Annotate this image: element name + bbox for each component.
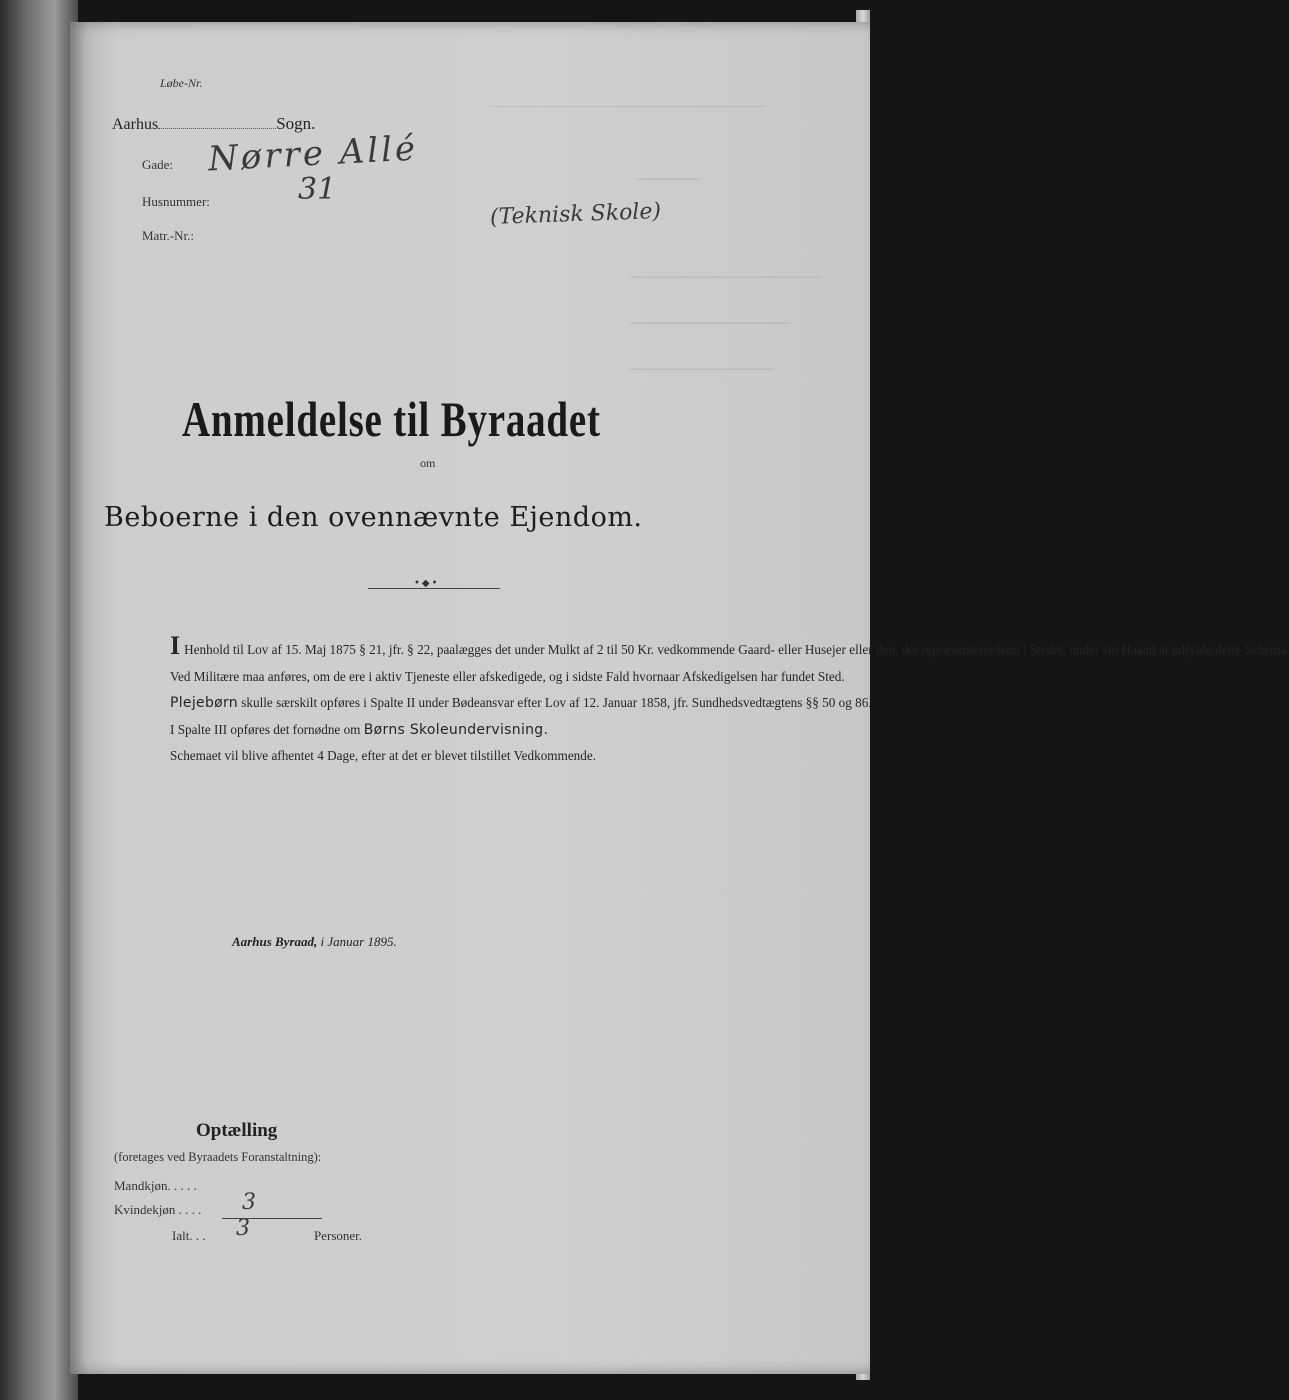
bleed-through: —————————— <box>630 314 790 331</box>
book-gutter <box>0 0 78 1400</box>
city-label: Aarhus Sogn. <box>112 114 316 133</box>
loebe-nr-label: Løbe-Nr. <box>160 76 203 90</box>
matr-label: Matr.-Nr.: <box>142 228 194 243</box>
kvindekjoen-row: Kvindekjøn . . . . <box>114 1202 202 1217</box>
bleed-through: ————————— <box>630 360 774 377</box>
paragraph-2: Ved Militære maa anføres, om de ere i aktiv Tjeneste eller afskedigede, og i sidste Fald hvornaar Afskedigelsen har fundet Sted. <box>170 668 845 684</box>
bleed-through: ———— <box>635 170 699 187</box>
mandkjoen-row: Mandkjøn. . . . . <box>114 1178 197 1193</box>
document-page <box>70 22 1289 1374</box>
count-note: (foretages ved Byraadets Foranstaltning): <box>114 1150 322 1164</box>
husnummer-label: Husnummer: <box>142 194 210 209</box>
kvindekjoen-value: 3 <box>242 1190 256 1215</box>
count-title: Optælling <box>196 1120 278 1141</box>
ornament-dots: •◆• <box>414 578 440 589</box>
document-subtitle: Beboerne i den ovennævnte Ejendom. <box>104 502 643 533</box>
personer-label: Personer. <box>314 1228 363 1243</box>
gade-label: Gade: <box>142 157 174 172</box>
bleed-through: ———————————— <box>630 268 822 285</box>
paragraph-4: I Spalte III opføres det fornødne om Børns Skoleundervisning. <box>170 721 549 738</box>
paragraph-5: Schemaet vil blive afhentet 4 Dage, efter at det er blevet tilstillet Vedkommende. <box>170 748 597 763</box>
husnummer-value: 31 <box>298 172 337 207</box>
sogn-field-line <box>158 128 276 129</box>
signature-line: Aarhus Byraad, i Januar 1895. <box>232 934 397 949</box>
paragraph-1: I Henhold til Lov af 15. Maj 1875 § 21, jfr. § 22, paalægges det under Mulkt af 2 til 50 Kr. vedkommende Gaard- eller Husejer eller den, der repræsenterer ham i Stedet, under sin Haand at udfylde dette Schema. <box>170 631 1289 660</box>
ialt-value: 3 <box>236 1216 250 1241</box>
ialt-row: Ialt. . . <box>172 1228 206 1243</box>
paragraph-3: Plejebørn skulle særskilt opføres i Spalte II under Bødeansvar efter Lov af 12. Januar 1858, jfr. Sundhedsvedtægtens §§ 50 og 86. <box>170 695 872 711</box>
document-title: Anmeldelse til Byraadet <box>182 391 601 447</box>
instructions-text <box>102 631 1289 770</box>
om-label: om <box>420 456 436 470</box>
matr-note: (Teknisk Skole) <box>489 199 662 230</box>
bleed-through: ————————————————————————— <box>490 100 765 112</box>
gade-value: Nørre Allé <box>207 128 419 180</box>
drop-cap: I <box>170 631 181 660</box>
